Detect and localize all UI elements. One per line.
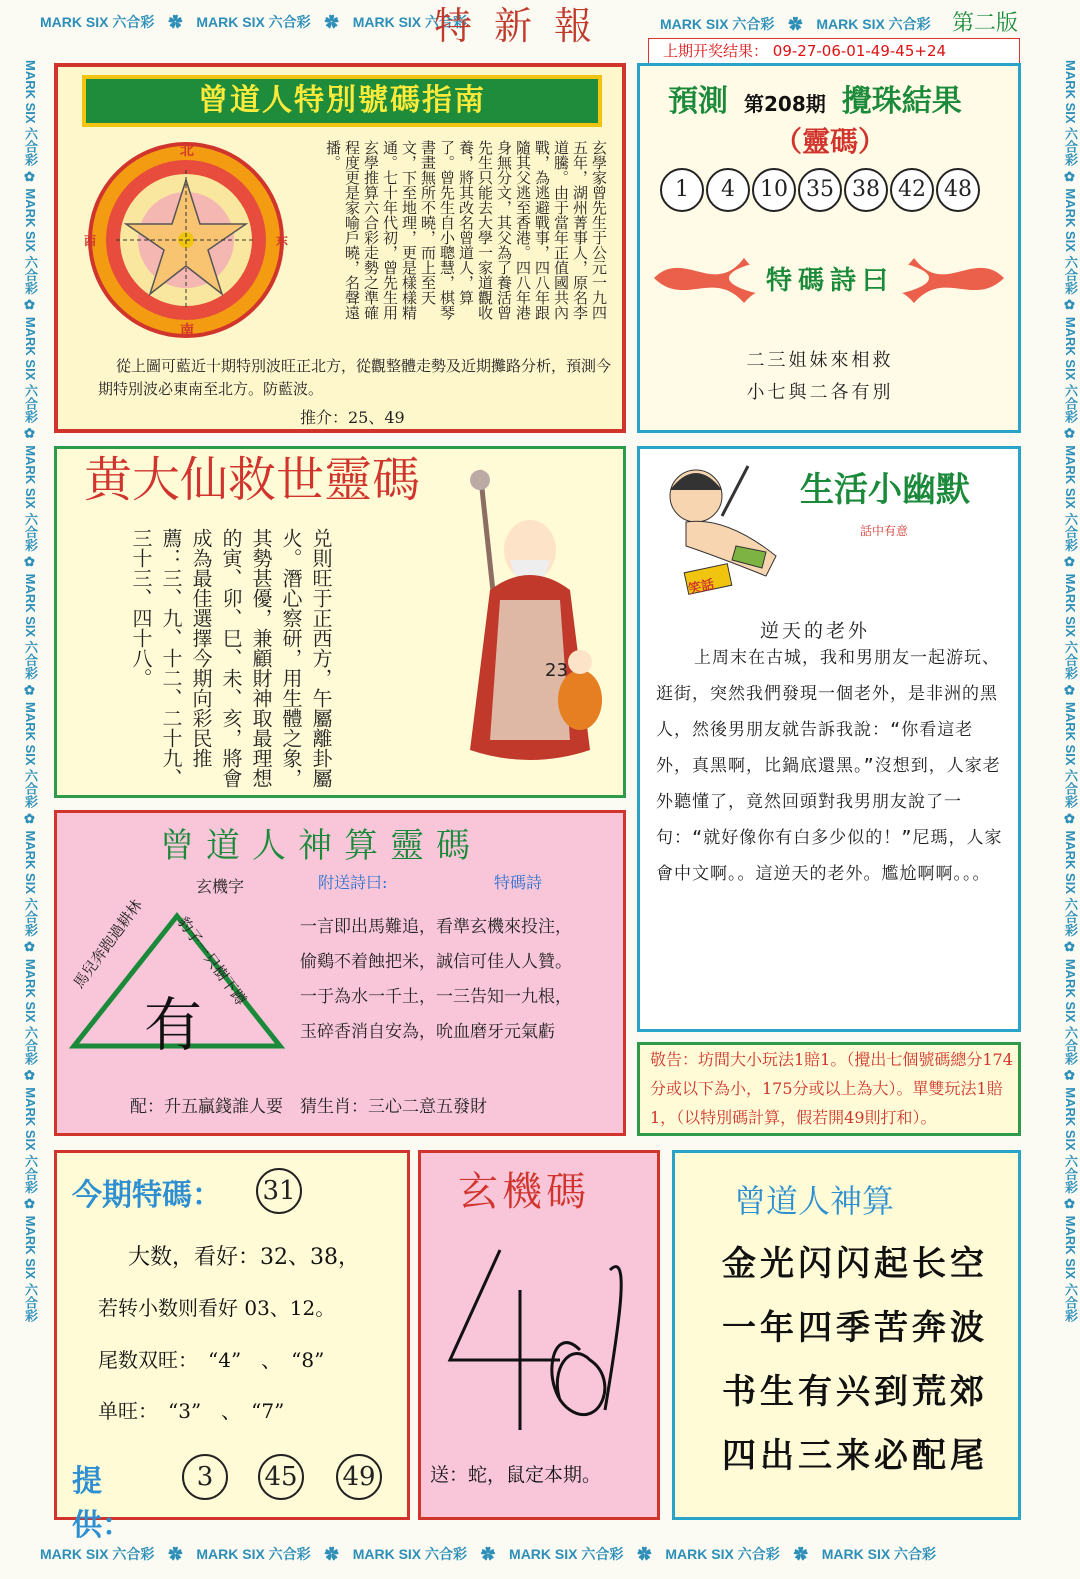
jinqi-provide-label: 提供：: [72, 1464, 132, 1543]
shensuan-poem-line: 一言即出馬難追，看準玄機來投注，: [300, 917, 572, 937]
predict-title-right: 攪珠結果: [841, 84, 962, 119]
guide-title: 曾道人特別號碼指南: [82, 75, 602, 127]
guide-vertical-text: 玄學家曾先生于公元一九四五年，湖州菁事人，原名李道騰。由于當年正值國共內戰，為逃避戰事，四八年跟隨其父逃至香港。四八年港身無分文，其父為了養活曾先生只能去大學一家道觀收養，將其改名曾道人，算了。曾先生自小聰慧，棋琴書畫無所不曉，而上至天文，下至地理，更是樣樣精通。七十年代初，曾先生用玄學推算六合彩走勢之準確程度更是家喻戶曉，名聲遠播。: [324, 140, 608, 320]
zeng-poem-line: 一年四季苦奔波: [722, 1308, 988, 1348]
shensuan-poem: [300, 910, 618, 1050]
jinqi-special-ball: 31: [256, 1168, 302, 1214]
right-border: MARK SIX 六合彩 ✿ MARK SIX 六合彩 ✿ MARK SIX 六合彩 ✿ MARK SIX 六合彩 ✿ MARK SIX 六合彩 ✿ MARK SIX 六合彩 ✿ MARK SIX 六合彩 ✿ MARK SIX 六合彩 ✿ MARK SIX 六合彩 ✿ MARK SIX 六合彩: [1063, 60, 1078, 1322]
shensuan-poem-line: 一于為水一千土，一三告知一九根，: [300, 987, 572, 1007]
shensuan-footer: 配：升五贏錢誰人要 猜生肖：三心二意五發財: [130, 1097, 487, 1117]
last-result: [648, 38, 1020, 64]
zeng-poem-line: 金光闪闪起长空: [722, 1244, 988, 1284]
predict-subtitle: （靈碼）: [773, 125, 886, 158]
jinqi-line-4: 单旺： “3” 、 “7”: [98, 1399, 285, 1423]
predict-ball: 35: [798, 168, 842, 212]
predict-ball: 4: [706, 168, 750, 212]
xuanji-title: 玄機碼: [458, 1169, 590, 1215]
top-border: MARK SIX 六合彩 ✿ MARK SIX 六合彩 ✿ MARK SIX 六合彩: [40, 14, 468, 30]
temashi-label: 特碼詩: [494, 873, 543, 892]
predict-poem: [700, 345, 940, 409]
guide-recommend: 推介：25、49: [300, 408, 405, 427]
cartoon-man-illustration: [656, 456, 806, 596]
predict-poem-line: 小七與二各有別: [746, 382, 894, 403]
jinqi-line-2: 若转小数则看好 03、12。: [98, 1296, 336, 1320]
masthead: 特新報: [433, 4, 614, 48]
predict-ball: 48: [936, 168, 980, 212]
poem-banner-text: 特碼詩曰: [765, 266, 894, 296]
jinqi-line-1: 大数，看好：32、38，: [128, 1245, 360, 1270]
zeng-poem-line: 四出三来必配尾: [722, 1436, 988, 1476]
humor-title: 生活小幽默: [800, 470, 970, 510]
sage-number: 23: [545, 660, 568, 681]
top-border-right: MARK SIX 六合彩 ✿ MARK SIX 六合彩: [660, 16, 931, 32]
triangle-big-char: 有: [144, 991, 203, 1059]
zeng-title: 曾道人神算: [734, 1182, 895, 1220]
predict-ball: 10: [752, 168, 796, 212]
huang-vertical-text: 兑則旺于正西方，午屬離卦屬火。潛心察研，用生體之象，其勢甚優，兼顧財神取最理想的寅、卯、巳、未、亥，將會成為最佳選擇今期向彩民推薦：三、九、十二、二十九、三十三、四十八。: [129, 528, 333, 788]
edition-label: 第二版: [951, 11, 1018, 36]
guide-description: 從上圖可藍近十期特別波旺正北方，從觀整體走勢及近期攤路分析，預測今期特別波必東南至北方。防藍波。: [98, 357, 612, 398]
left-border: MARK SIX 六合彩 ✿ MARK SIX 六合彩 ✿ MARK SIX 六合彩 ✿ MARK SIX 六合彩 ✿ MARK SIX 六合彩 ✿ MARK SIX 六合彩 ✿ MARK SIX 六合彩 ✿ MARK SIX 六合彩 ✿ MARK SIX 六合彩 ✿ MARK SIX 六合彩: [23, 60, 38, 1322]
predict-ball: 1: [660, 168, 704, 212]
sage-illustration: [440, 450, 620, 780]
last-result-label: 上期开奖结果：: [663, 42, 769, 60]
triangle-left-text: 馬兒奔跑過耕林: [69, 896, 146, 992]
huang-title: 黄大仙救世靈碼: [84, 452, 421, 508]
jinqi-provide-ball: 3: [182, 1454, 228, 1500]
predict-ball: 38: [844, 168, 888, 212]
xuanji-label: 玄機字: [196, 877, 245, 896]
compass-west: 西: [84, 234, 97, 248]
shensuan-title: 曾道人神算靈碼: [160, 826, 482, 866]
compass-east: 东: [276, 234, 289, 248]
joke-badge: 笑話: [687, 577, 716, 598]
story-title: 逆天的老外: [760, 620, 871, 642]
predict-issue: 第208期: [744, 92, 826, 116]
fusong-label: 附送詩曰:: [318, 873, 388, 892]
jinqi-provide-ball: 49: [336, 1454, 382, 1500]
compass-diagram: [86, 140, 289, 340]
compass-north: 北: [180, 143, 194, 159]
predict-ball: 42: [890, 168, 934, 212]
shensuan-poem-line: 偷鷄不着蝕把米，誠信可佳人人贊。: [300, 952, 572, 972]
predict-balls: [660, 168, 1010, 218]
jinqi-line-3: 尾数双旺： “4” 、 “8”: [98, 1348, 325, 1372]
bottom-border: MARK SIX 六合彩 ✿ MARK SIX 六合彩 ✿ MARK SIX 六合彩 ✿ MARK SIX 六合彩 ✿ MARK SIX 六合彩 ✿ MARK SIX 六合彩: [40, 1546, 937, 1562]
humor-subtitle: 話中有意: [860, 524, 909, 538]
compass-south: 南: [180, 323, 194, 339]
predict-title: [668, 76, 1008, 119]
story-text: 上周末在古城，我和男朋友一起游玩、逛街，突然我們發現一個老外，是非洲的黑人，然後男朋友就告訴我說：“你看這老外，真黑啊，比鍋底還黑。”沒想到，人家老外聽懂了，竟然回頭對我男朋友說了一句：“就好像你有白多少似的！”尼瑪，人家會中文啊。。這逆天的老外。尷尬啊啊。。。: [656, 648, 1003, 884]
jinqi-title: 今期特碼：: [72, 1178, 222, 1213]
zeng-poem-line: 书生有兴到荒郊: [722, 1372, 988, 1412]
xuanji-footer: 送：蛇，鼠定本期。: [430, 1464, 602, 1486]
predict-poem-line: 二三姐妹來相救: [746, 350, 894, 371]
last-result-value: 09-27-06-01-49-45+24: [772, 42, 947, 60]
zeng-poem: [722, 1232, 1012, 1488]
predict-title-left: 預測: [668, 84, 728, 119]
notice-text: 敬告：坊間大小玩法1賠1。（攪出七個號碼總分174分或以下為小，175分或以上為大）。單雙玩法1賠1，（以特別碼計算，假若開49則打和）。: [650, 1050, 1013, 1127]
jinqi-provide-ball: 45: [258, 1454, 304, 1500]
shensuan-poem-line: 玉碎香消自安為，吮血磨牙元氣虧: [300, 1022, 555, 1042]
xuanji-handwritten-drawing: [430, 1230, 650, 1450]
triangle-right-text: 豹子一只樹下蹲: [173, 913, 251, 1009]
